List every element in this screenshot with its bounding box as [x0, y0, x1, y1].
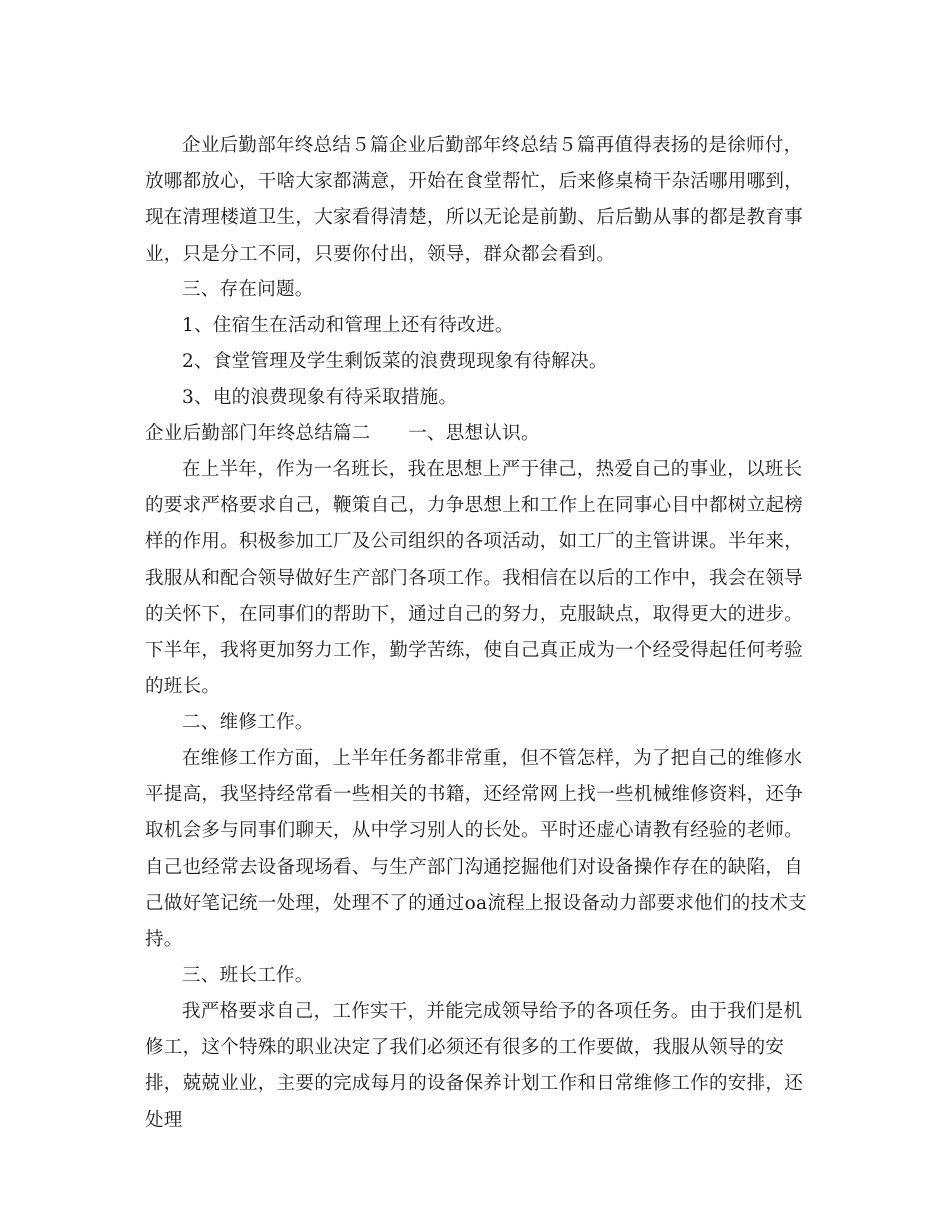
team-lead-paragraph: 我严格要求自己，工作实干，并能完成领导给予的各项任务。由于我们是机修工，这个特殊的职业决定了我们必须还有很多的工作要做，我服从领导的安排，兢兢业业，主要的完成每月的设备保养计划工作和日常维修工作的安排，还处理 [145, 1001, 804, 1131]
problem-item-3: 3、电的浪费现象有待采取措施。 [182, 387, 458, 408]
section-heading-team-lead: 三、班长工作。 [182, 965, 314, 986]
section-heading-problems: 三、存在问题。 [182, 279, 314, 300]
article-two-heading: 企业后勤部门年终总结篇二 一、思想认识。 [145, 423, 540, 444]
problem-item-2: 2、食堂管理及学生剩饭菜的浪费现现象有待解决。 [182, 351, 608, 372]
maintenance-paragraph: 在维修工作方面，上半年任务都非常重，但不管怎样，为了把自己的维修水平提高，我坚持经常看一些相关的书籍，还经常网上找一些机械维修资料，还争取机会多与同事们聊天，从中学习别人的长处。平时还虚心请教有经验的老师。自己也经常去设备现场看、与生产部门沟通挖掘他们对设备操作存在的缺陷，自己做好笔记统一处理，处理不了的通过oa流程上报设备动力部要求他们的技术支持。 [145, 748, 807, 951]
problem-item-1: 1、住宿生在活动和管理上还有待改进。 [182, 315, 514, 336]
section-heading-maintenance: 二、维修工作。 [182, 712, 314, 733]
thought-paragraph: 在上半年，作为一名班长，我在思想上严于律己，热爱自己的事业，以班长的要求严格要求自己，鞭策自己，力争思想上和工作上在同事心目中都树立起榜样的作用。积极参加工厂及公司组织的各项活动，如工厂的主管讲课。半年来，我服从和配合领导做好生产部门各项工作。我相信在以后的工作中，我会在领导的关怀下，在同事们的帮助下，通过自己的努力，克服缺点，取得更大的进步。下半年，我将更加努力工作，勤学苦练，使自己真正成为一个经受得起任何考验的班长。 [145, 459, 804, 698]
intro-paragraph: 企业后勤部年终总结５篇企业后勤部年终总结５篇再值得表扬的是徐师付，放哪都放心，干啥大家都满意，开始在食堂帮忙，后来修桌椅干杂活哪用哪到，现在清理楼道卫生，大家看得清楚，所以无论是前勤、后后勤从事的都是教育事业，只是分工不同，只要你付出，领导，群众都会看到。 [145, 135, 804, 265]
